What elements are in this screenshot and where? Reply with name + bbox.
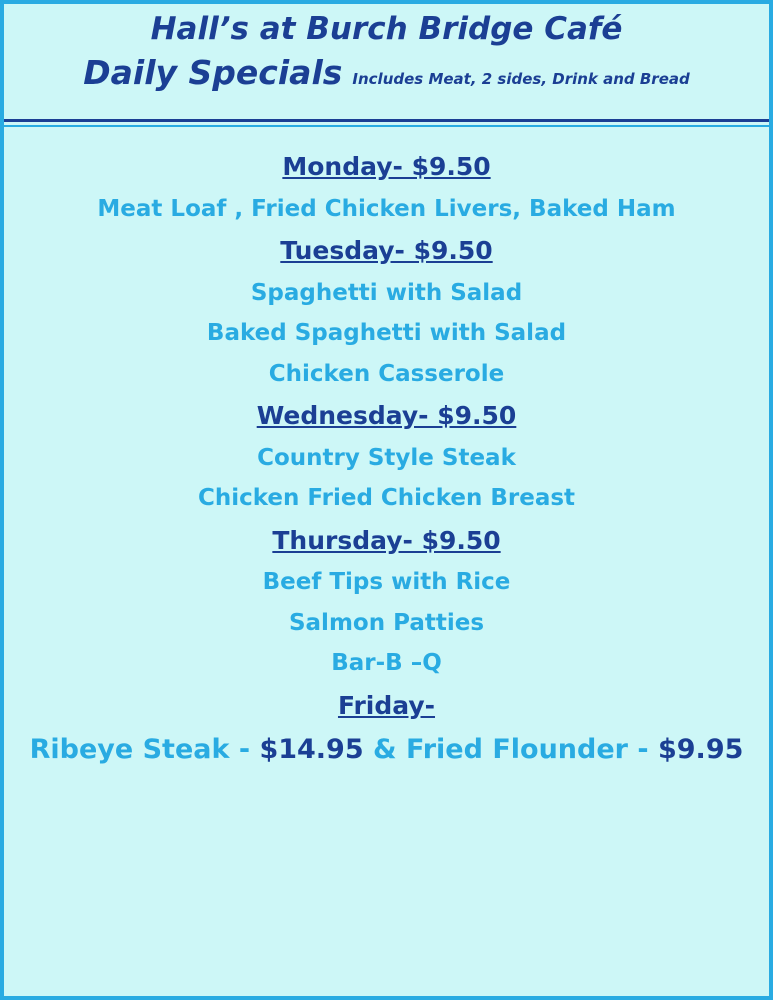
menu-item: Bar-B –Q	[331, 650, 442, 676]
friday-special-line	[4, 730, 769, 771]
friday-price-2: $9.95	[657, 734, 744, 765]
menu-item: Meat Loaf , Fried Chicken Livers, Baked Ham	[97, 195, 676, 222]
menu-item: Spaghetti with Salad	[250, 279, 523, 306]
day-heading-monday: Monday- $9.50	[282, 152, 491, 181]
day-heading-wednesday: Wednesday- $9.50	[256, 401, 517, 430]
day-heading-tuesday: Tuesday- $9.50	[280, 236, 493, 265]
day-heading-friday: Friday-	[337, 690, 436, 720]
daily-specials-title: Daily Specials	[83, 52, 343, 92]
menu-item: Chicken Casserole	[268, 360, 505, 387]
restaurant-name: Hall’s at Burch Bridge Café	[150, 11, 623, 47]
friday-item-1: Ribeye Steak -	[29, 734, 260, 765]
specials-line	[14, 53, 759, 92]
day-heading-thursday: Thursday- $9.50	[272, 525, 501, 555]
menu-item: Beef Tips with Rice	[262, 569, 511, 595]
menu-item: Salmon Patties	[288, 609, 485, 636]
includes-note: Includes Meat, 2 sides, Drink and Bread	[352, 69, 690, 88]
friday-price-1: $14.95	[259, 734, 364, 765]
menu-content	[4, 122, 769, 771]
friday-item-2: Fried Flounder -	[406, 734, 658, 765]
menu-item: Baked Spaghetti with Salad	[206, 320, 567, 346]
menu-item: Chicken Fried Chicken Breast	[197, 485, 576, 511]
menu-item: Country Style Steak	[257, 444, 516, 471]
friday-conjunction: &	[363, 734, 406, 765]
menu-header	[4, 4, 769, 122]
